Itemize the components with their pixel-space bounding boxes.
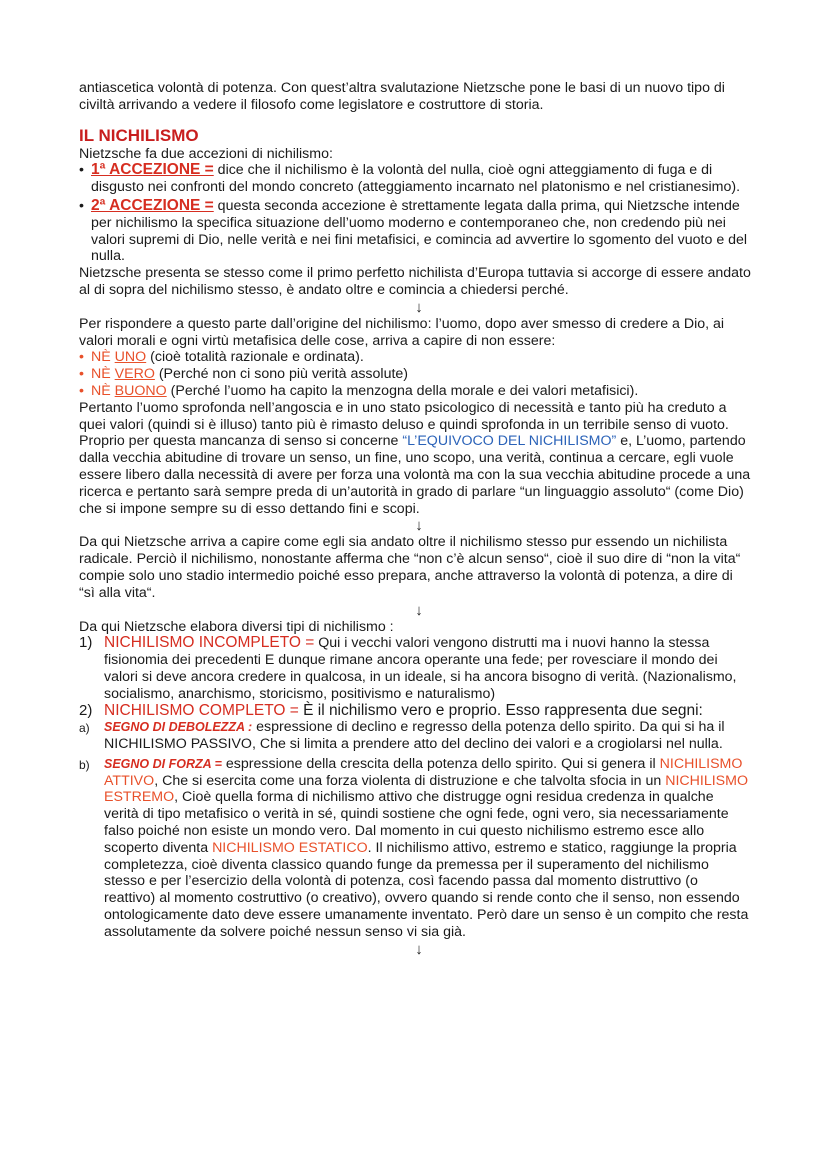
accezione-text: dice che il nichilismo è la volontà del nulla, cioè ogni atteggiamento di fuga e di disgusto nei confronti del mondo concreto (atteggiamento incarnato nel platonismo e nel cristianesimo).: [91, 162, 741, 196]
segno-item: [79, 756, 751, 941]
bullet-icon: •: [79, 162, 84, 179]
tipo-text: Qui i vecchi valori vengono distrutti ma i nuovi hanno la stessa fisionomia dei precedenti E dunque rimane ancora operante una fede; per rovesciare il mondo dei valori si deve ancora credere in qualcosa, in un ideale, si ha ancora bisogno di verità. (Nazionalismo, socialismo, anarchismo, storicismo, positivismo e naturalismo): [104, 635, 737, 702]
tipo-label: NICHILISMO COMPLETO =: [104, 701, 299, 719]
tipo-item: [79, 635, 751, 702]
ne-prefix: NÈ: [91, 382, 115, 399]
tipo-item: [79, 703, 751, 720]
segno-text: espressione della crescita della potenza dello spirito. Qui si genera il: [221, 755, 660, 772]
tipo-label: NICHILISMO INCOMPLETO =: [104, 634, 315, 652]
ne-word: VERO: [114, 366, 155, 383]
ne-word: BUONO: [114, 382, 167, 399]
segno-text: , Che si esercita come una forza violenta di distruzione e che talvolta sfocia in un: [154, 772, 666, 789]
accezione-label: 1ª ACCEZIONE =: [91, 161, 214, 179]
pertanto-text-a: Pertanto l’uomo sprofonda nell’angoscia e in uno stato psicologico di necessità e tanto più ha creduto a quei valori (quindi si è illuso) tanto più è rimasto deluso e quindi sprofonda in un terribile senso di vuoto. Proprio per questa mancanza di senso si concerne: [79, 399, 729, 450]
segno-item: [79, 719, 751, 753]
ne-text: (Perché non ci sono più verità assolute): [154, 366, 409, 383]
ne-prefix: NÈ: [91, 349, 115, 366]
down-arrow-icon: ↓: [415, 517, 423, 535]
tipi-intro: Da qui Nietzsche elabora diversi tipi di nichilismo :: [79, 618, 394, 635]
nichilismo-estatico-highlight: NICHILISMO ESTATICO: [212, 839, 368, 856]
down-arrow-icon: ↓: [415, 298, 423, 316]
segno-letter: a): [79, 721, 90, 736]
segno-text: espressione di declino e regresso della potenza dello spirito. Da qui si ha il NICHILISMO PASSIVO, Che si limita a prendere atto del declino dei valori e a crogiolarsi nel nulla.: [104, 719, 725, 753]
accezioni-intro: Nietzsche fa due accezioni di nichilismo:: [79, 145, 333, 162]
tipo-number: 2): [79, 701, 93, 719]
ne-text: (Perché l’uomo ha capito la menzogna della morale e dei valori metafisici).: [166, 382, 639, 399]
intro-paragraph: antiascetica volontà di potenza. Con quest’altra svalutazione Nietzsche pone le basi di un nuovo tipo di civiltà arrivando a vedere il filosofo come legislatore e costruttore di storia.: [79, 80, 725, 113]
radicale-paragraph: Da qui Nietzsche arriva a capire come egli sia andato oltre il nichilismo stesso pur essendo un nichilista radicale. Perciò il nichilismo, nonostante afferma che “non c’è alcun senso“, cioè il suo dire di “non la vita“ compie solo uno stadio intermedio poiché esso prepara, anche attraverso la volontà di potenza, a dire di “sì alla vita“.: [79, 534, 741, 601]
down-arrow-icon: ↓: [415, 940, 423, 958]
accezione-label: 2ª ACCEZIONE =: [91, 196, 214, 214]
tipo-number: 1): [79, 634, 93, 652]
origine-paragraph: Per rispondere a questo parte dall’origine del nichilismo: l’uomo, dopo aver smesso di credere a Dio, ai valori morali e ogni virtù metafisica delle cose, arriva a capire di non essere:: [79, 315, 725, 349]
segno-text: , Cioè quella forma di nichilismo attivo che distrugge ogni residua credenza in qualche verità di tipo metafisico o verità in sé, quindi sostiene che ogni fede, ogni vero, sia necessariamente falso poiché non esiste un mondo vero. Dal momento in cui questo nichilismo estremo esce allo scoperto diventa: [104, 789, 729, 856]
ne-prefix: NÈ: [91, 366, 115, 383]
accezione-item: [79, 198, 751, 265]
segno-letter: b): [79, 757, 90, 772]
segno-text: . Il nichilismo attivo, estremo e statico, raggiunge la propria completezza, cioè diventa classico quando funge da premessa per il superamento del nichilismo stesso e per l’esercizio della volontà di potenza, così facendo passa dal momento distruttivo (o reattivo) al momento costruttivo (o creativo), ovvero quando si rende conto che il senso, non essendo ontologicamente dato deve essere umanamente inventato. Però dare un senso è un compito che resta assolutamente da solvere poiché nessun senso vi sia già.: [104, 839, 749, 940]
section-title: IL NICHILISMO: [79, 125, 199, 145]
equivoco-highlight: “L’EQUIVOCO DEL NICHILISMO”: [402, 433, 617, 450]
accezione-text: questa seconda accezione è strettamente legata dalla prima, qui Nietzsche intende per nichilismo la specifica situazione dell’uomo moderno e contemporaneo che, non credendo più nei valori supremi di Dio, nelle verità e nei fini metafisici, e comincia ad avvertire lo sgomento del vuoto e del nulla.: [91, 197, 748, 265]
nichilismo-estremo-highlight: NICHILISMO ESTREMO: [104, 772, 748, 806]
accezione-item: [79, 162, 751, 196]
europa-paragraph: Nietzsche presenta se stesso come il primo perfetto nichilista d’Europa tuttavia si accorge di essere andato al di sopra del nichilismo stesso, è andato oltre e comincia a chiedersi perché.: [79, 265, 751, 298]
ne-item: [79, 383, 751, 400]
bullet-icon: •: [79, 197, 84, 214]
tipo-text: È il nichilismo vero e proprio. Esso rappresenta due segni:: [298, 701, 703, 719]
bullet-icon: •: [79, 382, 84, 399]
ne-item: [79, 366, 751, 383]
pertanto-text-b: e, L’uomo, partendo dalla vecchia abitudine di trovare un senso, un fine, uno scopo, una verità, continua a cercare, egli vuole essere libero dalla necessità di avere per forza una volontà ma con la sua vecchia abitudine procede a una ricerca e pertanto sarà sempre preda di un’autorità in grado di parlare “un linguaggio assoluto“ (come Dio) che si impone sempre su di esso dettando fini e scopi.: [79, 433, 751, 517]
ne-item: [79, 349, 751, 366]
bullet-icon: •: [79, 349, 84, 366]
ne-word: UNO: [114, 349, 147, 366]
pertanto-paragraph: [79, 400, 751, 518]
bullet-icon: •: [79, 366, 84, 383]
document-page: [79, 80, 751, 958]
down-arrow-icon: ↓: [415, 601, 423, 619]
segno-label: SEGNO DI FORZA =: [104, 756, 222, 771]
nichilismo-attivo-highlight: NICHILISMO ATTIVO: [104, 755, 743, 789]
segno-label: SEGNO DI DEBOLEZZA :: [104, 720, 253, 735]
ne-text: (cioè totalità razionale e ordinata).: [146, 349, 364, 366]
